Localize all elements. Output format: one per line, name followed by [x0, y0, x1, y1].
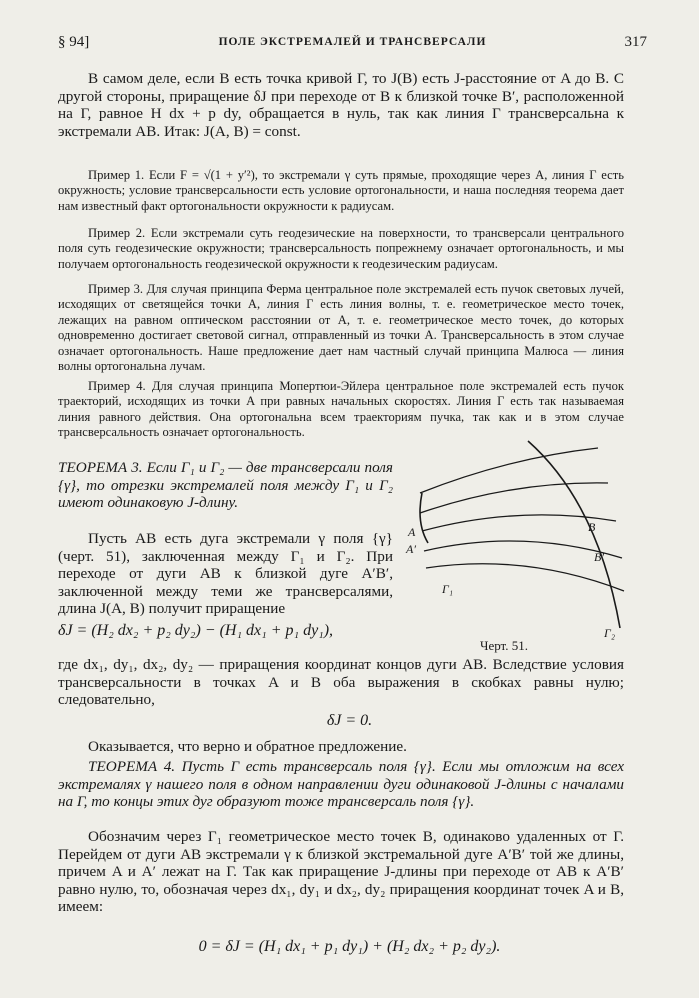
transversal-gamma-1 — [420, 493, 428, 543]
equation-delta-j: δJ = (H₂ dx₂ + p₂ dy₂) − (H₁ dx₁ + p₁ dy₁), — [58, 622, 334, 639]
extremal-curve-1 — [420, 448, 598, 493]
equation-final: 0 = δJ = (H₁ dx₁ + p₁ dy₁) + (H₂ dx₂ + p₂ dy₂). — [198, 938, 501, 955]
label-a: A — [408, 525, 416, 539]
extremal-curve-3 — [422, 515, 616, 531]
figure-51 — [398, 433, 638, 648]
label-gamma-1: Γ₁ — [442, 582, 453, 596]
paragraph-arc: Пусть AB есть дуга экстремали γ поля {γ} (черт. 51), заключенная между Γ₁ и Γ₂. При переходе от дуги AB к близкой дуге A′B′, заключенной между теми же трансверсалями, длина J(A, B) получит приращение — [58, 530, 393, 618]
transversal-gamma-2 — [528, 441, 620, 628]
paragraph-converse: Оказывается, что верно и обратное предложение. — [88, 738, 407, 755]
paragraph-intro: В самом деле, если B есть точка кривой Γ, то J(B) есть J-расстояние от A до B. С другой стороны, приращение δJ при переходе от B к близкой точке B′, расположенной на Γ, равное H dx + p dy, обращается в нуль, так как линия Γ трансверсальна к экстремали AB. Итак: J(A, B) = const. — [58, 70, 624, 140]
page-number: 317 — [624, 34, 647, 50]
theorem-4: ТЕОРЕМА 4. Пусть Γ есть трансверсаль поля {γ}. Если мы отложим на всех экстремалях γ нашего поля в одном направлении дуги одинаковой J-длины с началами на Γ, то концы этих дуг образуют тоже трансверсаль поля {γ}. — [58, 758, 624, 811]
example-4: Пример 4. Для случая принципа Мопертюи-Эйлера центральное поле экстремалей есть пучок траекторий, исходящих из точки A при равных начальных скоростях. Линия Γ есть так называемая линия равного действия. Она ортогональна всем траекториям пучка, так как и в этом случае трансверсальность означает ортогональность. — [58, 379, 624, 440]
extremal-curve-4 — [424, 541, 622, 558]
label-a-prime: A′ — [406, 542, 416, 556]
figure-51-drawing — [398, 433, 638, 648]
label-b-prime: B′ — [594, 550, 604, 564]
section-number: § 94] — [58, 34, 90, 50]
theorem-3: ТЕОРЕМА 3. Если Γ₁ и Γ₂ — две трансверсали поля {γ}, то отрезки экстремалей поля между Γ₁ и Γ₂ имеют одинаковую J-длину. — [58, 459, 393, 512]
example-2: Пример 2. Если экстремали суть геодезические на поверхности, то трансверсали центрального поля суть геодезические окружности; трансверсальность попрежнему означает ортогональность, и мы получаем ортогональность геодезической окружности к геодезическим радиусам. — [58, 226, 624, 271]
example-1: Пример 1. Если F = √(1 + y′²), то экстремали γ суть прямые, проходящие через A, линия Γ есть окружность; условие трансверсальности есть условие ортогональности, и наша последняя теорема дает нам известный факт ортогональности окружности к радиусам. — [58, 168, 624, 213]
running-header — [58, 34, 647, 56]
label-b: B — [588, 520, 596, 534]
running-title: ПОЛЕ ЭКСТРЕМАЛЕЙ И ТРАНСВЕРСАЛИ — [218, 36, 487, 48]
label-gamma-2: Γ₂ — [604, 626, 615, 640]
example-3: Пример 3. Для случая принципа Ферма центральное поле экстремалей есть пучок световых лучей, исходящих от светящейся точки A, линия Γ есть линия волны, т. е. геометрическое место точек, лежащих на равном оптическом расстоянии от A, т. е. геометрическое место точек, до которых одновременно достигает световой сигнал, отправленный из точки A. Трансверсальность в этом случае означает ортогональность. Наше предложение дает нам частный случай принципа Малюса — линия волны ортогональна лучам. — [58, 282, 624, 374]
equation-delta-j-zero: δJ = 0. — [326, 712, 373, 729]
paragraph-last: Обозначим через Γ₁ геометрическое место точек B, одинаково удаленных от Γ. Перейдем от дуги AB экстремали γ к близкой экстремальной дуге A′B′ той же длины, причем A и A′ лежат на Γ. Так как приращение J-длины при переходе от AB к A′B′ равно нулю, то, обозначая через dx₁, dy₁ и dx₂, dy₂ приращения координат точек A и B, имеем: — [58, 828, 624, 916]
figure-caption: Черт. 51. — [480, 638, 529, 653]
extremal-curve-5 — [426, 564, 624, 591]
paragraph-increments: где dx₁, dy₁, dx₂, dy₂ — приращения координат концов дуги AB. Вследствие условия трансверсальности в точках A и B оба выражения в скобках равны нулю; следовательно, — [58, 656, 624, 709]
